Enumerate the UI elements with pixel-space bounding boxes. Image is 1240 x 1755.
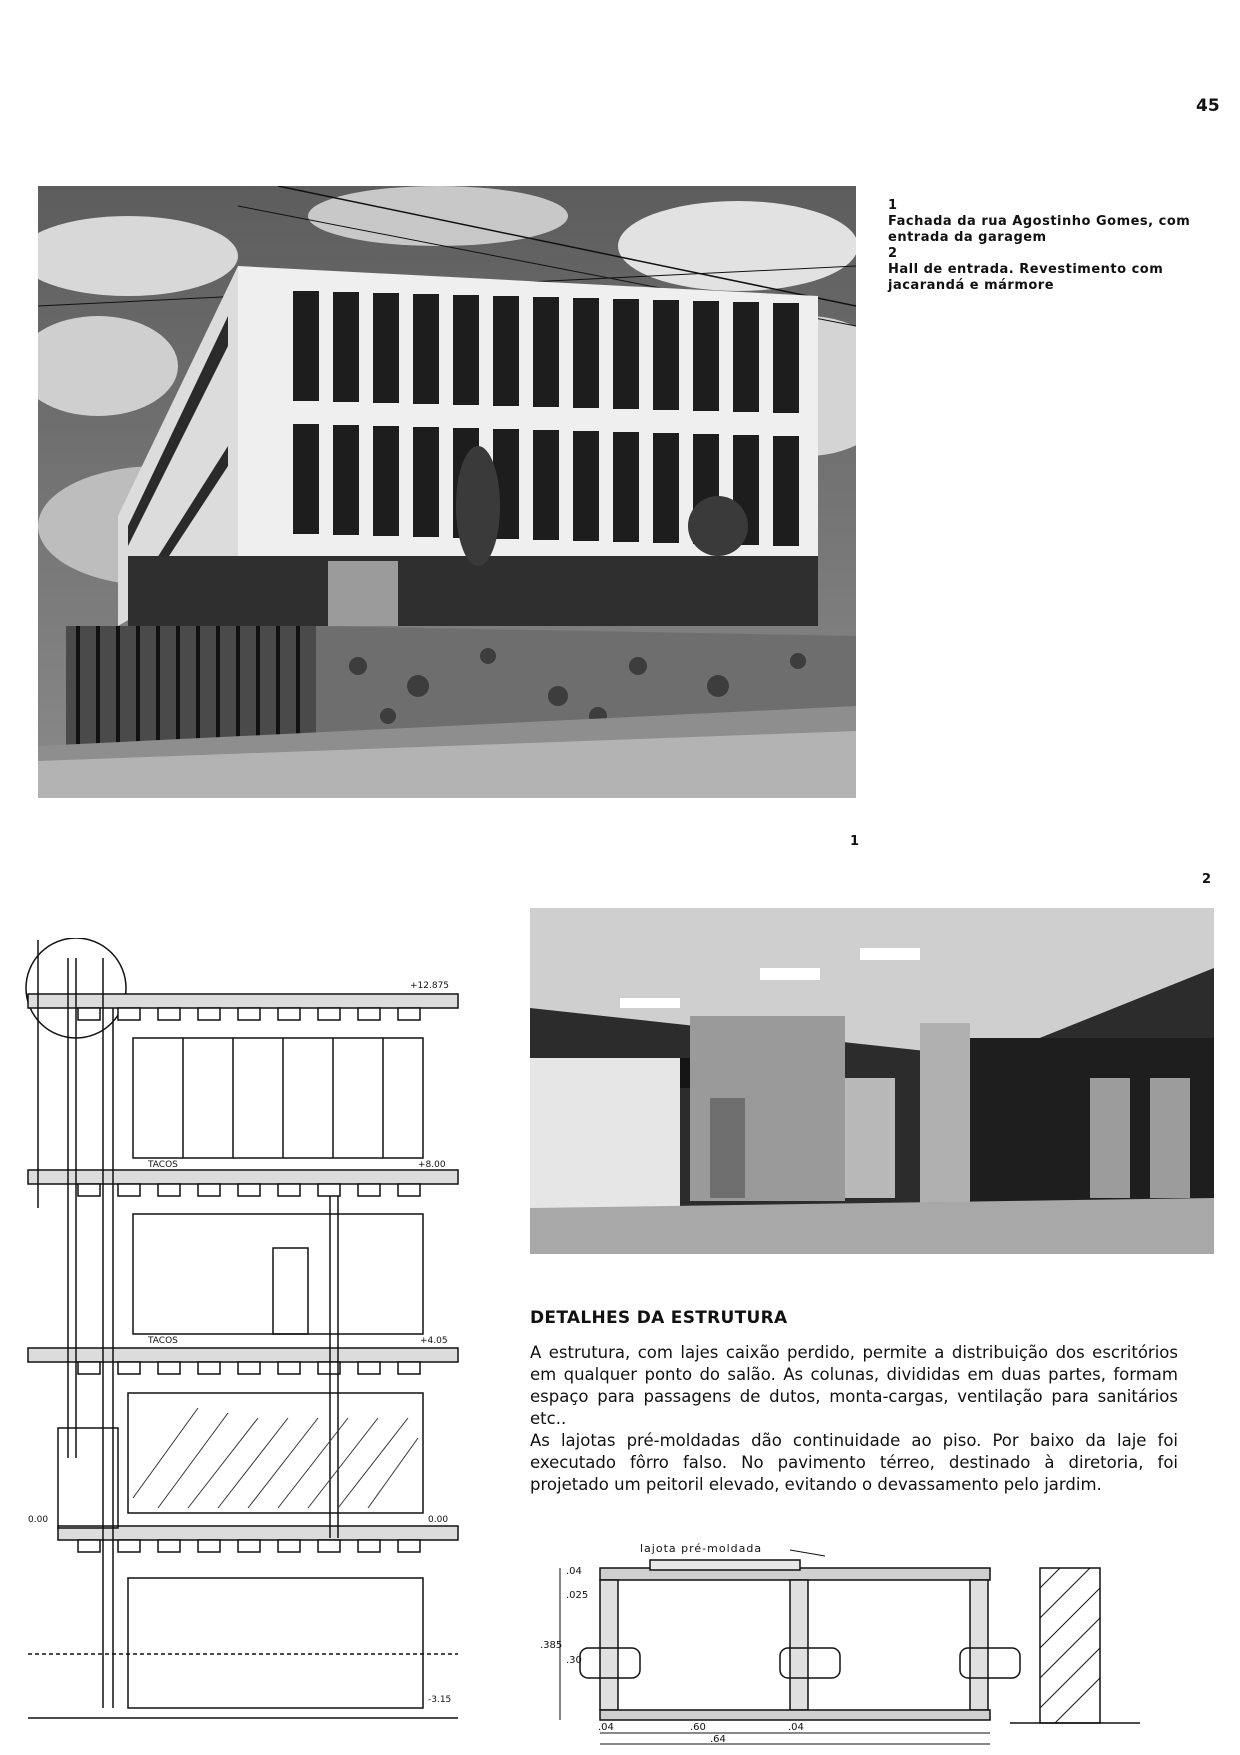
- dimension-label: .04: [598, 1722, 614, 1733]
- dimension-label: .385: [540, 1640, 563, 1651]
- caption-2: [888, 246, 1218, 294]
- section-label: 0.00: [28, 1515, 49, 1525]
- caption-1: [888, 198, 1218, 246]
- dimension-label: .04: [788, 1722, 804, 1733]
- entrance-hall-photo: [530, 908, 1214, 1254]
- photo-number: 1: [850, 834, 860, 849]
- dimension-label: .04: [566, 1566, 582, 1577]
- section-label: +4.05: [420, 1336, 448, 1346]
- article-paragraph: A estrutura, com lajes caixão perdido, permite a distribuição dos escritórios em qualquer ponto do salão. As colunas, divididas em duas partes, formam espaço para passagens de dutos, monta-cargas, ventilação para sanitários etc..: [530, 1343, 1178, 1428]
- lajota-label: lajota pré-moldada: [640, 1542, 763, 1555]
- slab-detail-drawing: [540, 1528, 1220, 1750]
- section-label: TACOS: [148, 1160, 178, 1170]
- caption-text: Hall de entrada. Revestimento com jacarandá e mármore: [888, 262, 1164, 293]
- page-number: 45: [1196, 96, 1220, 116]
- article-heading: DETALHES DA ESTRUTURA: [530, 1308, 788, 1328]
- dimension-label: .025: [566, 1590, 589, 1601]
- photo-number: 2: [1202, 872, 1212, 887]
- article-body: [530, 1342, 1178, 1496]
- section-label: +8.00: [418, 1160, 446, 1170]
- facade-photo: [38, 186, 856, 798]
- article-paragraph: As lajotas pré-moldadas dão continuidade ao piso. Por baixo da laje foi executado fôrro falso. No pavimento térreo, destinado à diretoria, foi projetado um peitoril elevado, evitando o devassamento pelo jardim.: [530, 1431, 1178, 1494]
- caption-number: 2: [888, 246, 898, 261]
- section-label: TACOS: [148, 1336, 178, 1346]
- dimension-label: .30: [566, 1655, 582, 1666]
- photo-captions: [888, 198, 1218, 294]
- caption-number: 1: [888, 198, 898, 213]
- section-label: +12.875: [410, 981, 450, 991]
- building-section-drawing: [18, 938, 470, 1728]
- dimension-label: .64: [710, 1734, 726, 1745]
- caption-text: Fachada da rua Agostinho Gomes, com entrada da garagem: [888, 214, 1191, 245]
- section-label: -3.15: [428, 1695, 452, 1705]
- article: [530, 1308, 1178, 1496]
- section-label: 0.00: [428, 1515, 449, 1525]
- dimension-label: .60: [690, 1722, 706, 1733]
